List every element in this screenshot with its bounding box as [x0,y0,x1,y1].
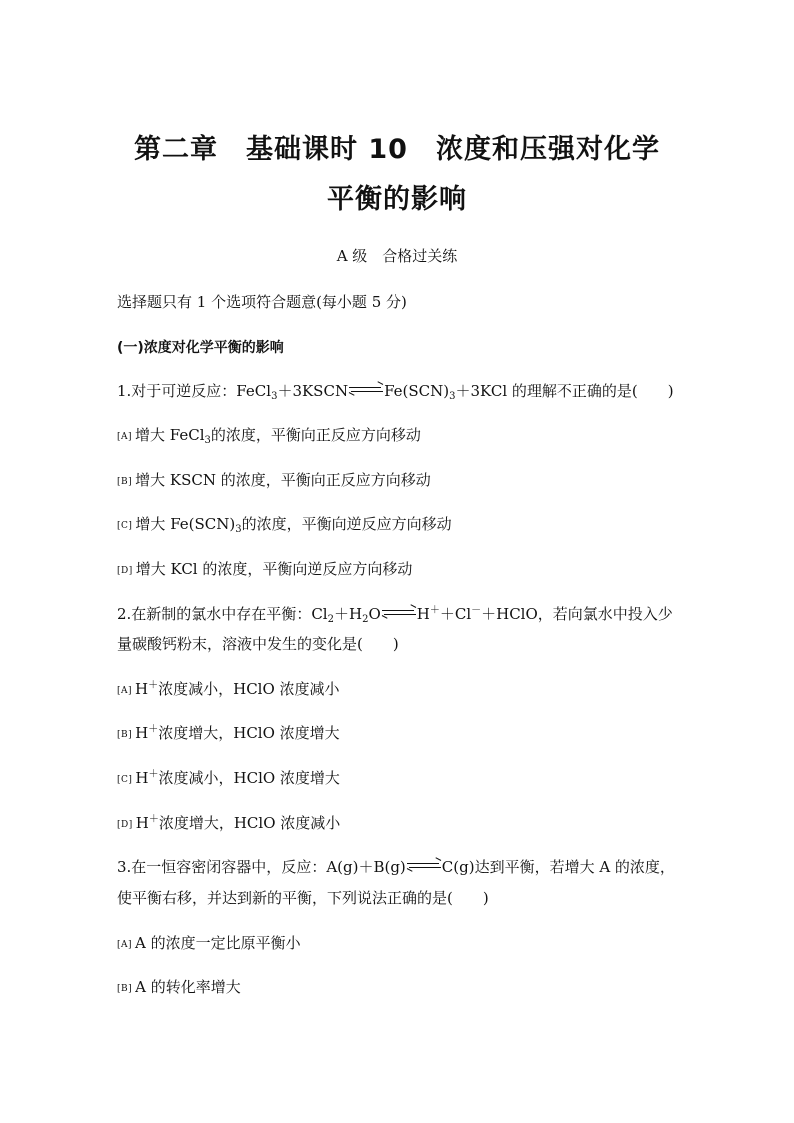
title-line-1: 第二章 基础课时 10 浓度和压强对化学 [134,134,660,165]
q3-option-a: [A] A 的浓度一定比原平衡小 [117,934,301,952]
level-heading: A 级 合格过关练 [336,247,458,265]
q2-option-b: [B] H＋浓度增大，HClO 浓度增大 [117,724,340,742]
question-3-stem-line-2: 使平衡右移，并达到新的平衡，下列说法正确的是( ) [117,889,489,907]
q1-option-c: [C] 增大 $Fe(SCN)_3$的浓度，平衡向逆反应方向移动 [117,515,452,535]
question-2-stem-line-2: 量碳酸钙粉末，溶液中发生的变化是( ) [117,635,399,653]
equilibrium-arrow-icon [382,608,416,617]
q2-option-a: [A] H＋浓度减小，HClO 浓度减小 [117,680,340,698]
section-heading-1: (一)浓度对化学平衡的影响 [117,340,284,356]
question-3-stem: 3.在一恒容密闭容器中，反应：A(g)＋B(g) C(g)达到平衡，若增大 A 的浓度， [117,858,675,876]
q3-option-b: [B] A 的转化率增大 [117,978,241,996]
title-line-2: 平衡的影响 [327,184,467,215]
q1-option-a: [A] 增大 FeCl$_3$的浓度，平衡向正反应方向移动 [117,426,421,446]
equilibrium-arrow-icon [349,385,383,394]
q1-option-b: [B] 增大 KSCN 的浓度，平衡向正反应方向移动 [117,471,431,489]
equilibrium-arrow-icon [407,861,441,870]
q2-option-c: [C] H＋浓度减小，HClO 浓度增大 [117,769,340,787]
instruction: 选择题只有 1 个选项符合题意(每小题 5 分) [117,293,407,311]
q1-option-d: [D] 增大 KCl 的浓度，平衡向逆反应方向移动 [117,560,413,578]
question-1-stem: 1.对于可逆反应：FeCl$_3$＋3KSCN $Fe(SCN)_3+3KCl$ 的理解不正确的是( ) [117,382,674,402]
q2-option-d: [D] H＋浓度增大，HClO 浓度减小 [117,814,341,832]
question-2-stem: 2.在新制的氯水中存在平衡：$Cl_2+H_2O$ H＋＋Cl－＋HClO，若向氯水中投入少 [117,605,673,625]
